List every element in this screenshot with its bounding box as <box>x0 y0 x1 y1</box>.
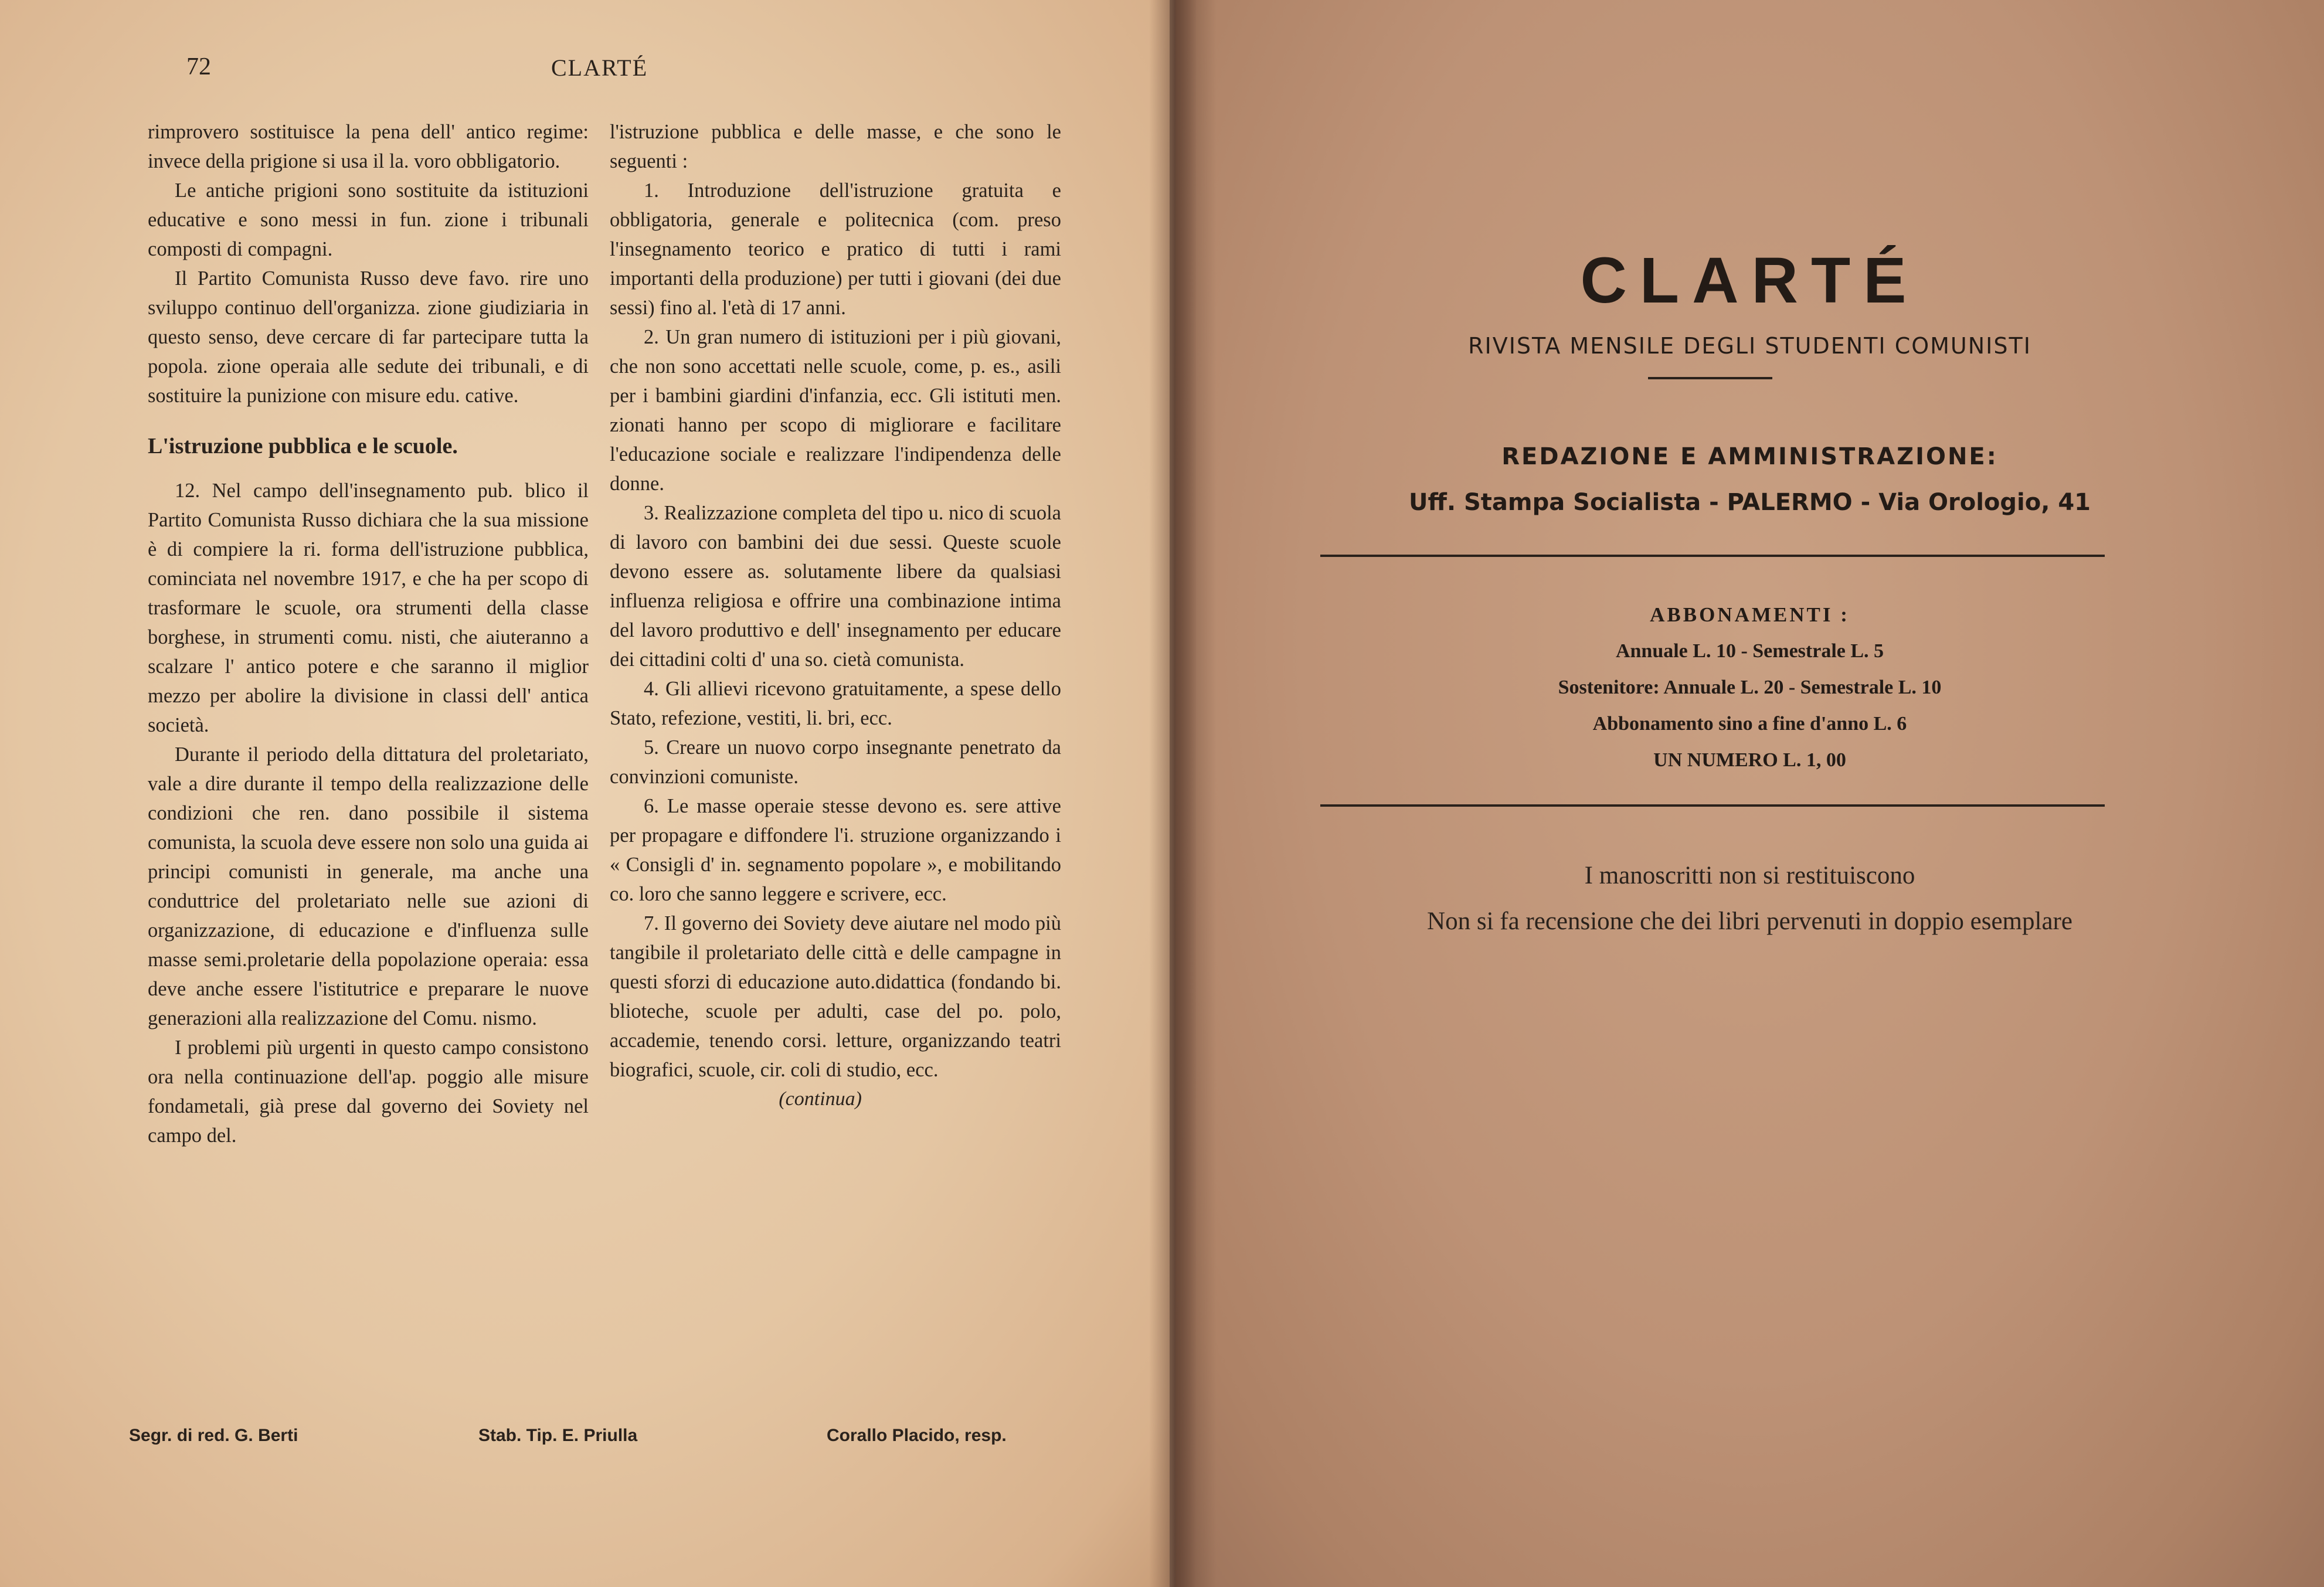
divider <box>1320 804 2105 807</box>
subscription-line: Sostenitore: Annuale L. 20 - Semestrale L. 10 <box>1558 677 1942 698</box>
list-item: 3. Realizzazione completa del tipo u. nico di scuola di lavoro con bambini dei due sessi. Queste scuole devono essere as. solutamente libere da qualsiasi influenza religiosa e offrire una combinazione intima del lavoro produttivo e dell' insegnamento per educare dei cittadini colti d' una so. cietà comunista. <box>610 502 1061 671</box>
note-line: I manoscritti non si restituiscono <box>1584 862 1915 889</box>
redazione-address: Uff. Stampa Socialista - PALERMO - Via Orologio, 41 <box>1408 489 2091 516</box>
list-item: 1. Introduzione dell'istruzione gratuita e obbligatoria, generale e politecnica (com. preso l'insegnamento teorico e pratico di tutti i rami importanti della produzione) per tutti i giovani (dei due sessi) fino al. l'età di 17 anni. <box>610 179 1061 319</box>
imprint-printer: Stab. Tip. E. Priulla <box>478 1426 638 1445</box>
masthead-title: CLARTÉ <box>1580 244 1919 317</box>
paragraph: I problemi più urgenti in questo campo consistono ora nella continuazione dell'ap. poggio alle misure fondametali, già prese dal governo dei Soviety nel campo del. <box>148 1037 589 1147</box>
text-column-right <box>610 117 1061 1114</box>
running-head: CLARTÉ <box>551 55 648 81</box>
text-column-left <box>148 117 589 1150</box>
subscriptions-block <box>1175 597 2324 779</box>
paragraph: Durante il periodo della dittatura del proletariato, vale a dire durante il tempo della realizzazione delle condizioni che ren. dano possibile il sistema comunista, la scuola deve essere non solo una guida ai principi comunisti in generale, ma anche una conduttrice del proletariato nelle sue azioni di organizzazione, di educazione e d'influenza sulle masse semi.proletarie della popolazione operaia: essa deve anche essere l'istitutrice e preparare le nuove generazioni alla realizzazione del Comu. nismo. <box>148 743 589 1029</box>
section-heading: L'istruzione pubblica e le scuole. <box>148 434 458 458</box>
subscription-line: UN NUMERO L. 1, 00 <box>1653 749 1846 771</box>
list-item: 6. Le masse operaie stesse devono es. sere attive per propagare e diffondere l'i. struzione organizzando i « Consigli d' in. segnamento popolare », e mobilitando co. loro che sanno leggere e scrivere, ecc. <box>610 795 1061 905</box>
imprint-responsible: Corallo Placido, resp. <box>827 1426 1007 1445</box>
paragraph: 12. Nel campo dell'insegnamento pub. blico il Partito Comunista Russo dichiara che la sua missione è di compiere la ri. forma dell'istruzione pubblica, cominciata nel novembre 1917, e che ha per scopo di trasformare le scuole, ora strumenti della classe borghese, in strumenti comu. nisti, che aiuteranno a scalzare l' antico potere e che saranno il miglior mezzo per abolire la divisione in classi dell' antica società. <box>148 480 589 736</box>
list-item: 5. Creare un nuovo corpo insegnante penetrato da convinzioni comuniste. <box>610 736 1061 788</box>
continua-note: (continua) <box>779 1088 862 1110</box>
list-item: 4. Gli allievi ricevono gratuitamente, a spese dello Stato, refezione, vestiti, li. bri, ecc. <box>610 678 1061 729</box>
note-line: Non si fa recensione che dei libri pervenuti in doppio esemplare <box>1427 908 2072 935</box>
paragraph: Il Partito Comunista Russo deve favo. rire uno sviluppo continuo dell'organizza. zione giudiziaria in questo senso, deve cercare di far partecipare tutta la popola. zione operaia alle sedute dei tribunali, e di sostituire la punizione con misure edu. cative. <box>148 267 589 407</box>
subscription-line: Abbonamento sino a fine d'anno L. 6 <box>1592 713 1907 735</box>
redazione-title: REDAZIONE E AMMINISTRAZIONE: <box>1501 443 1998 470</box>
subscriptions-heading: ABBONAMENTI : <box>1650 603 1850 626</box>
list-item: 2. Un gran numero di istituzioni per i più giovani, che non sono accettati nelle scuole, come, p. es., asili per i bambini giardini d'infanzia, ecc. Gli istituti men. zionati hanno per scopo di migliorare e facilitare l'educazione sociale e realizzare l'indipendenza delle donne. <box>610 326 1061 495</box>
masthead-subtitle: RIVISTA MENSILE DEGLI STUDENTI COMUNISTI <box>1468 333 2031 359</box>
paragraph: rimprovero sostituisce la pena dell' antico regime: invece della prigione si usa il la. voro obbligatorio. <box>148 121 589 172</box>
book-gutter <box>1149 0 1196 1587</box>
paragraph: l'istruzione pubblica e delle masse, e che sono le seguenti : <box>610 121 1061 172</box>
imprint-editor: Segr. di red. G. Berti <box>129 1426 298 1445</box>
divider <box>1648 377 1772 379</box>
divider <box>1320 555 2105 557</box>
page-number: 72 <box>186 53 211 80</box>
list-item: 7. Il governo dei Soviety deve aiutare nel modo più tangibile il proletariato delle città e delle campagne in questi sforzi di educazione auto.didattica (fondando bi. blioteche, scuole per adulti, case del po. polo, accademie, tenendo corsi. letture, organizzando teatri biografici, scuole, cir. coli di studio, ecc. <box>610 912 1061 1081</box>
right-page <box>1175 0 2324 1587</box>
editorial-notes <box>1175 853 2324 944</box>
subscription-line: Annuale L. 10 - Semestrale L. 5 <box>1615 640 1884 662</box>
paragraph: Le antiche prigioni sono sostituite da istituzioni educative e sono messi in fun. zione i tribunali composti di compagni. <box>148 179 589 260</box>
